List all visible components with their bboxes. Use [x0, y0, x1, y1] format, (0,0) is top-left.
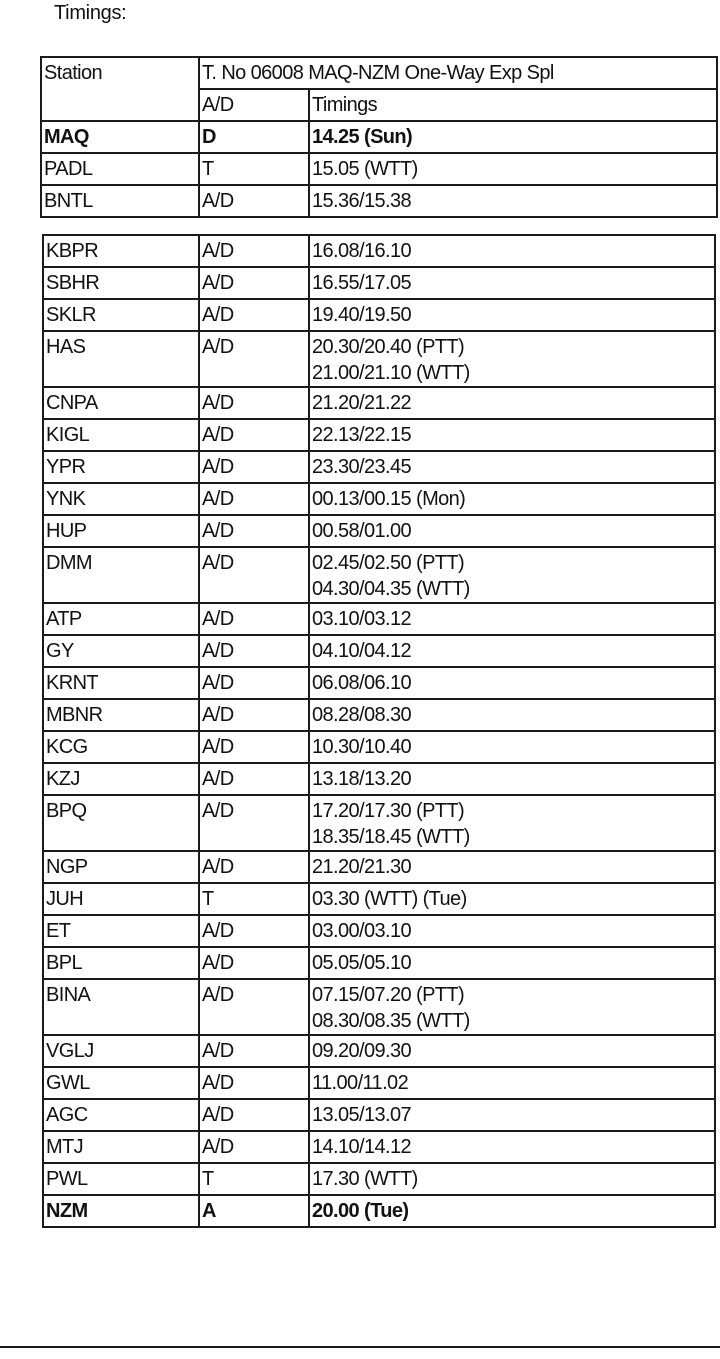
timings-cell	[309, 483, 715, 515]
arrival-departure-cell: A	[199, 1195, 309, 1227]
arrival-departure-cell: A/D	[199, 699, 309, 731]
station-code-cell: KCG	[43, 731, 199, 763]
timing-line: 14.10/14.12	[312, 1136, 412, 1158]
timing-line: 13.05/13.07	[312, 1104, 412, 1126]
table-row	[43, 883, 715, 915]
table-row	[43, 387, 715, 419]
timings-cell	[309, 1131, 715, 1163]
arrival-departure-cell: A/D	[199, 483, 309, 515]
table-row	[41, 121, 717, 153]
timing-line: 14.25 (Sun)	[312, 126, 413, 148]
timings-column-header: Timings	[309, 89, 717, 121]
table-row	[43, 419, 715, 451]
station-code-cell: ATP	[43, 603, 199, 635]
station-code-cell: GWL	[43, 1067, 199, 1099]
arrival-departure-cell: A/D	[199, 947, 309, 979]
train-number-header: T. No 06008 MAQ-NZM One-Way Exp Spl	[199, 57, 717, 89]
station-code-cell: KIGL	[43, 419, 199, 451]
station-code-cell: NGP	[43, 851, 199, 883]
timing-line: 00.13/00.15 (Mon)	[312, 488, 466, 510]
table-row	[43, 915, 715, 947]
table-row	[43, 731, 715, 763]
arrival-departure-cell: A/D	[199, 795, 309, 851]
arrival-departure-cell: A/D	[199, 185, 309, 217]
timings-cell	[309, 451, 715, 483]
arrival-departure-cell: A/D	[199, 915, 309, 947]
arrival-departure-cell: D	[199, 121, 309, 153]
table-row	[43, 795, 715, 851]
table-row	[43, 763, 715, 795]
timing-line: 18.35/18.45 (WTT)	[312, 826, 470, 848]
timings-cell	[309, 515, 715, 547]
timings-cell	[309, 763, 715, 795]
station-code-cell: BNTL	[41, 185, 199, 217]
timings-cell	[309, 851, 715, 883]
arrival-departure-cell: A/D	[199, 763, 309, 795]
timing-line: 09.20/09.30	[312, 1040, 412, 1062]
arrival-departure-cell: A/D	[199, 299, 309, 331]
station-column-header: Station	[41, 57, 199, 121]
table-row	[43, 1099, 715, 1131]
table-row	[43, 451, 715, 483]
station-code-cell: AGC	[43, 1099, 199, 1131]
station-code-cell: DMM	[43, 547, 199, 603]
timing-line: 10.30/10.40	[312, 736, 412, 758]
timings-cell	[309, 1035, 715, 1067]
timings-cell	[309, 947, 715, 979]
page-heading: Timings:	[54, 2, 127, 24]
timing-line: 20.30/20.40 (PTT)	[312, 336, 465, 358]
timings-cell	[309, 1067, 715, 1099]
timing-line: 15.36/15.38	[312, 190, 412, 212]
arrival-departure-cell: A/D	[199, 1099, 309, 1131]
timings-cell	[309, 883, 715, 915]
table-row	[43, 1067, 715, 1099]
timing-line: 17.20/17.30 (PTT)	[312, 800, 465, 822]
timing-line: 04.30/04.35 (WTT)	[312, 578, 470, 600]
table-row	[43, 1035, 715, 1067]
timing-line: 23.30/23.45	[312, 456, 412, 478]
timings-cell	[309, 547, 715, 603]
timings-cell	[309, 331, 715, 387]
timing-line: 00.58/01.00	[312, 520, 412, 542]
ad-column-header: A/D	[199, 89, 309, 121]
arrival-departure-cell: A/D	[199, 851, 309, 883]
table-row	[43, 267, 715, 299]
table-row	[43, 635, 715, 667]
station-code-cell: VGLJ	[43, 1035, 199, 1067]
table-row	[41, 185, 717, 217]
timings-cell	[309, 699, 715, 731]
station-code-cell: ET	[43, 915, 199, 947]
timings-cell	[309, 235, 715, 267]
timing-line: 16.55/17.05	[312, 272, 412, 294]
timing-line: 21.20/21.30	[312, 856, 412, 878]
station-code-cell: BPL	[43, 947, 199, 979]
header-row	[41, 57, 717, 89]
timings-cell	[309, 299, 715, 331]
arrival-departure-cell: T	[199, 1163, 309, 1195]
timing-line: 03.10/03.12	[312, 608, 412, 630]
arrival-departure-cell: A/D	[199, 235, 309, 267]
table-row	[43, 667, 715, 699]
table-row	[43, 699, 715, 731]
station-code-cell: YPR	[43, 451, 199, 483]
timings-cell	[309, 635, 715, 667]
station-code-cell: KBPR	[43, 235, 199, 267]
station-code-cell: SBHR	[43, 267, 199, 299]
timing-line: 19.40/19.50	[312, 304, 412, 326]
timings-cell	[309, 1195, 715, 1227]
arrival-departure-cell: A/D	[199, 1067, 309, 1099]
timings-cell	[309, 667, 715, 699]
timing-line: 03.00/03.10	[312, 920, 412, 942]
arrival-departure-cell: A/D	[199, 1035, 309, 1067]
arrival-departure-cell: A/D	[199, 267, 309, 299]
table-row	[43, 947, 715, 979]
timing-line: 13.18/13.20	[312, 768, 412, 790]
timings-cell	[309, 387, 715, 419]
timings-cell	[309, 419, 715, 451]
timings-cell	[309, 1163, 715, 1195]
arrival-departure-cell: A/D	[199, 667, 309, 699]
table-row	[43, 299, 715, 331]
timing-line: 21.20/21.22	[312, 392, 412, 414]
timing-line: 08.30/08.35 (WTT)	[312, 1010, 470, 1032]
station-code-cell: PWL	[43, 1163, 199, 1195]
bottom-divider	[0, 1346, 720, 1348]
table-row	[43, 331, 715, 387]
arrival-departure-cell: T	[199, 153, 309, 185]
station-code-cell: BPQ	[43, 795, 199, 851]
table-row	[43, 851, 715, 883]
timing-line: 17.30 (WTT)	[312, 1168, 418, 1190]
table-row	[43, 547, 715, 603]
timings-cell	[309, 795, 715, 851]
timetable-body-table	[42, 234, 716, 1228]
timing-line: 21.00/21.10 (WTT)	[312, 362, 470, 384]
arrival-departure-cell: T	[199, 883, 309, 915]
timings-cell	[309, 153, 717, 185]
station-code-cell: KZJ	[43, 763, 199, 795]
station-code-cell: MTJ	[43, 1131, 199, 1163]
table-row	[43, 1163, 715, 1195]
table-row	[43, 979, 715, 1035]
table-row	[41, 153, 717, 185]
arrival-departure-cell: A/D	[199, 387, 309, 419]
station-code-cell: HUP	[43, 515, 199, 547]
timing-line: 16.08/16.10	[312, 240, 412, 262]
timing-line: 22.13/22.15	[312, 424, 412, 446]
arrival-departure-cell: A/D	[199, 979, 309, 1035]
timing-line: 05.05/05.10	[312, 952, 412, 974]
table-row	[43, 1195, 715, 1227]
station-code-cell: HAS	[43, 331, 199, 387]
timing-line: 07.15/07.20 (PTT)	[312, 984, 465, 1006]
timings-cell	[309, 1099, 715, 1131]
arrival-departure-cell: A/D	[199, 1131, 309, 1163]
station-code-cell: CNPA	[43, 387, 199, 419]
station-code-cell: SKLR	[43, 299, 199, 331]
timings-cell	[309, 979, 715, 1035]
station-code-cell: NZM	[43, 1195, 199, 1227]
timetable-header-table	[40, 56, 718, 218]
arrival-departure-cell: A/D	[199, 515, 309, 547]
station-code-cell: PADL	[41, 153, 199, 185]
timing-line: 04.10/04.12	[312, 640, 412, 662]
station-code-cell: GY	[43, 635, 199, 667]
timing-line: 15.05 (WTT)	[312, 158, 418, 180]
timing-line: 02.45/02.50 (PTT)	[312, 552, 465, 574]
table-row	[43, 235, 715, 267]
timings-cell	[309, 731, 715, 763]
table-row	[43, 515, 715, 547]
timings-cell	[309, 603, 715, 635]
timing-line: 20.00 (Tue)	[312, 1200, 409, 1222]
timings-cell	[309, 915, 715, 947]
arrival-departure-cell: A/D	[199, 603, 309, 635]
timing-line: 11.00/11.02	[312, 1072, 409, 1094]
station-code-cell: YNK	[43, 483, 199, 515]
timing-line: 08.28/08.30	[312, 704, 412, 726]
station-code-cell: KRNT	[43, 667, 199, 699]
arrival-departure-cell: A/D	[199, 451, 309, 483]
timings-cell	[309, 185, 717, 217]
arrival-departure-cell: A/D	[199, 731, 309, 763]
table-row	[43, 483, 715, 515]
timings-cell	[309, 121, 717, 153]
timings-cell	[309, 267, 715, 299]
timing-line: 03.30 (WTT) (Tue)	[312, 888, 467, 910]
arrival-departure-cell: A/D	[199, 331, 309, 387]
station-code-cell: MAQ	[41, 121, 199, 153]
timing-line: 06.08/06.10	[312, 672, 412, 694]
arrival-departure-cell: A/D	[199, 547, 309, 603]
station-code-cell: JUH	[43, 883, 199, 915]
arrival-departure-cell: A/D	[199, 419, 309, 451]
table-row	[43, 603, 715, 635]
arrival-departure-cell: A/D	[199, 635, 309, 667]
station-code-cell: BINA	[43, 979, 199, 1035]
table-row	[43, 1131, 715, 1163]
station-code-cell: MBNR	[43, 699, 199, 731]
